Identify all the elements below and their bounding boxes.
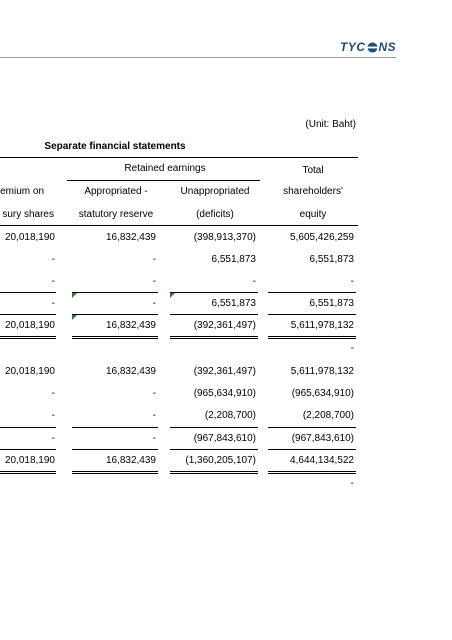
appropriated-header-1: Appropriated -	[84, 186, 148, 197]
cell-total: (2,208,700)	[302, 410, 354, 421]
cell-unappropriated: (392,361,497)	[193, 366, 256, 377]
cell-total: (967,843,610)	[291, 433, 354, 444]
title-rule	[0, 157, 358, 158]
cell-appropriated: 16,832,439	[105, 366, 156, 377]
total-header-1: Total	[302, 165, 324, 176]
subtotal-rule	[72, 314, 158, 315]
cell-total: 5,611,978,132	[290, 366, 354, 377]
subtotal-rule	[170, 292, 258, 293]
cell-premium: -	[51, 410, 55, 421]
subtotal-rule	[268, 449, 356, 450]
subtotal-rule	[170, 427, 258, 428]
subtotal-rule	[0, 314, 56, 315]
subtotal-rule	[268, 292, 356, 293]
subtotal-rule	[268, 427, 356, 428]
cell-total: 4,644,134,522	[290, 455, 354, 466]
cell-appropriated: 16,832,439	[105, 455, 156, 466]
retained-earnings-header: Retained earnings	[124, 163, 206, 174]
statement-title: Separate financial statements	[44, 141, 186, 152]
unit-label: (Unit: Baht)	[305, 119, 356, 130]
subtotal-rule	[72, 427, 158, 428]
cell-unappropriated: 6,551,873	[211, 254, 256, 265]
header-bottom-rule	[0, 225, 358, 226]
tycons-logo	[340, 40, 396, 54]
unappropriated-header-2: (deficits)	[196, 209, 234, 220]
cell-unappropriated: (1,360,205,107)	[185, 455, 256, 466]
cell-total: -	[350, 343, 354, 354]
subtotal-rule	[72, 292, 158, 293]
subtotal-rule	[72, 449, 158, 450]
cell-unappropriated: 6,551,873	[211, 298, 256, 309]
cell-appropriated: -	[152, 298, 156, 309]
cell-total: 5,611,978,132	[290, 320, 354, 331]
cell-premium: -	[51, 433, 55, 444]
cell-total: 5,605,426,259	[290, 232, 354, 243]
cell-appropriated: 16,832,439	[105, 232, 156, 243]
subtotal-rule	[170, 314, 258, 315]
subtotal-rule	[0, 427, 56, 428]
cell-appropriated: -	[152, 433, 156, 444]
cell-unappropriated: (392,361,497)	[193, 320, 256, 331]
cell-premium: 20,018,190	[4, 455, 55, 466]
total-double-rule	[268, 471, 356, 474]
cell-premium: -	[51, 276, 55, 287]
cell-unappropriated: (965,634,910)	[193, 388, 256, 399]
cell-premium: 20,018,190	[4, 232, 55, 243]
cell-appropriated: 16,832,439	[105, 320, 156, 331]
subtotal-rule	[0, 449, 56, 450]
unappropriated-header-1: Unappropriated	[180, 186, 250, 197]
total-double-rule	[170, 471, 258, 474]
cell-appropriated: -	[152, 254, 156, 265]
retained-earnings-rule	[67, 180, 260, 181]
header-rule	[0, 57, 396, 58]
total-double-rule	[0, 471, 56, 474]
cell-appropriated: -	[152, 276, 156, 287]
cell-unappropriated: (967,843,610)	[193, 433, 256, 444]
cell-total: (965,634,910)	[291, 388, 354, 399]
premium-header-2: sury shares	[2, 209, 54, 220]
cell-premium: -	[51, 388, 55, 399]
total-header-3: equity	[299, 209, 327, 220]
cell-premium: 20,018,190	[4, 320, 55, 331]
total-double-rule	[72, 336, 158, 339]
total-double-rule	[72, 471, 158, 474]
globe-icon	[367, 42, 378, 53]
cell-premium: -	[51, 254, 55, 265]
cell-total: 6,551,873	[309, 254, 354, 265]
cell-premium: 20,018,190	[4, 366, 55, 377]
total-header-2: shareholders'	[283, 186, 343, 197]
cell-unappropriated: (398,913,370)	[193, 232, 256, 243]
appropriated-header-2: statutory reserve	[78, 209, 154, 220]
subtotal-rule	[170, 449, 258, 450]
premium-header-1: emium on	[0, 186, 44, 197]
total-double-rule	[170, 336, 258, 339]
subtotal-rule	[0, 292, 56, 293]
total-double-rule	[0, 336, 56, 339]
logo-text-prefix: TYC	[340, 40, 366, 54]
cell-unappropriated: (2,208,700)	[204, 410, 256, 421]
cell-unappropriated: -	[252, 276, 256, 287]
cell-appropriated: -	[152, 388, 156, 399]
cell-premium: -	[51, 298, 55, 309]
cell-total: 6,551,873	[309, 298, 354, 309]
subtotal-rule	[268, 314, 356, 315]
cell-total: -	[350, 276, 354, 287]
cell-total: -	[350, 478, 354, 489]
cell-appropriated: -	[152, 410, 156, 421]
total-double-rule	[268, 336, 356, 339]
logo-text-suffix: NS	[378, 40, 397, 54]
